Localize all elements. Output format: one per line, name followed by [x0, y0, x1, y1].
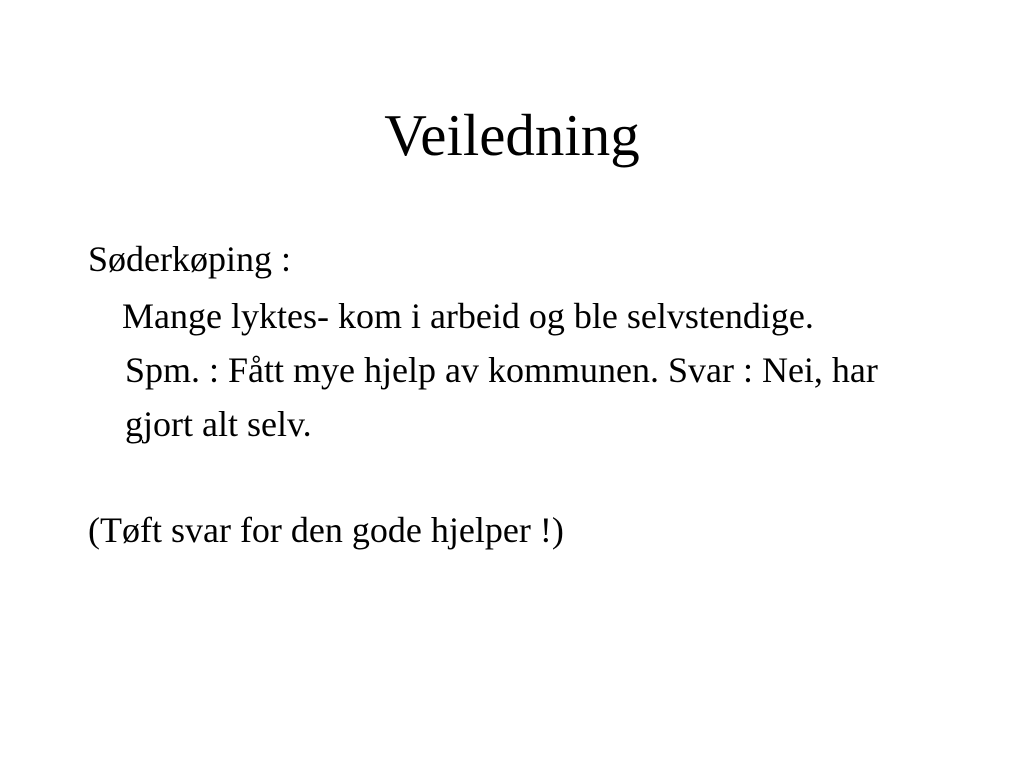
- body-paragraph: Mange lyktes- kom i arbeid og ble selvstendige. Spm. : Fått mye hjelp av kommunen. Svar : Nei, har gjort alt selv.: [122, 296, 878, 444]
- slide-title: Veiledning: [384, 102, 640, 168]
- slide-body: [88, 232, 968, 557]
- closing-remark: (Tøft svar for den gode hjelper !): [88, 510, 564, 550]
- location-heading: Søderkøping :: [88, 239, 291, 279]
